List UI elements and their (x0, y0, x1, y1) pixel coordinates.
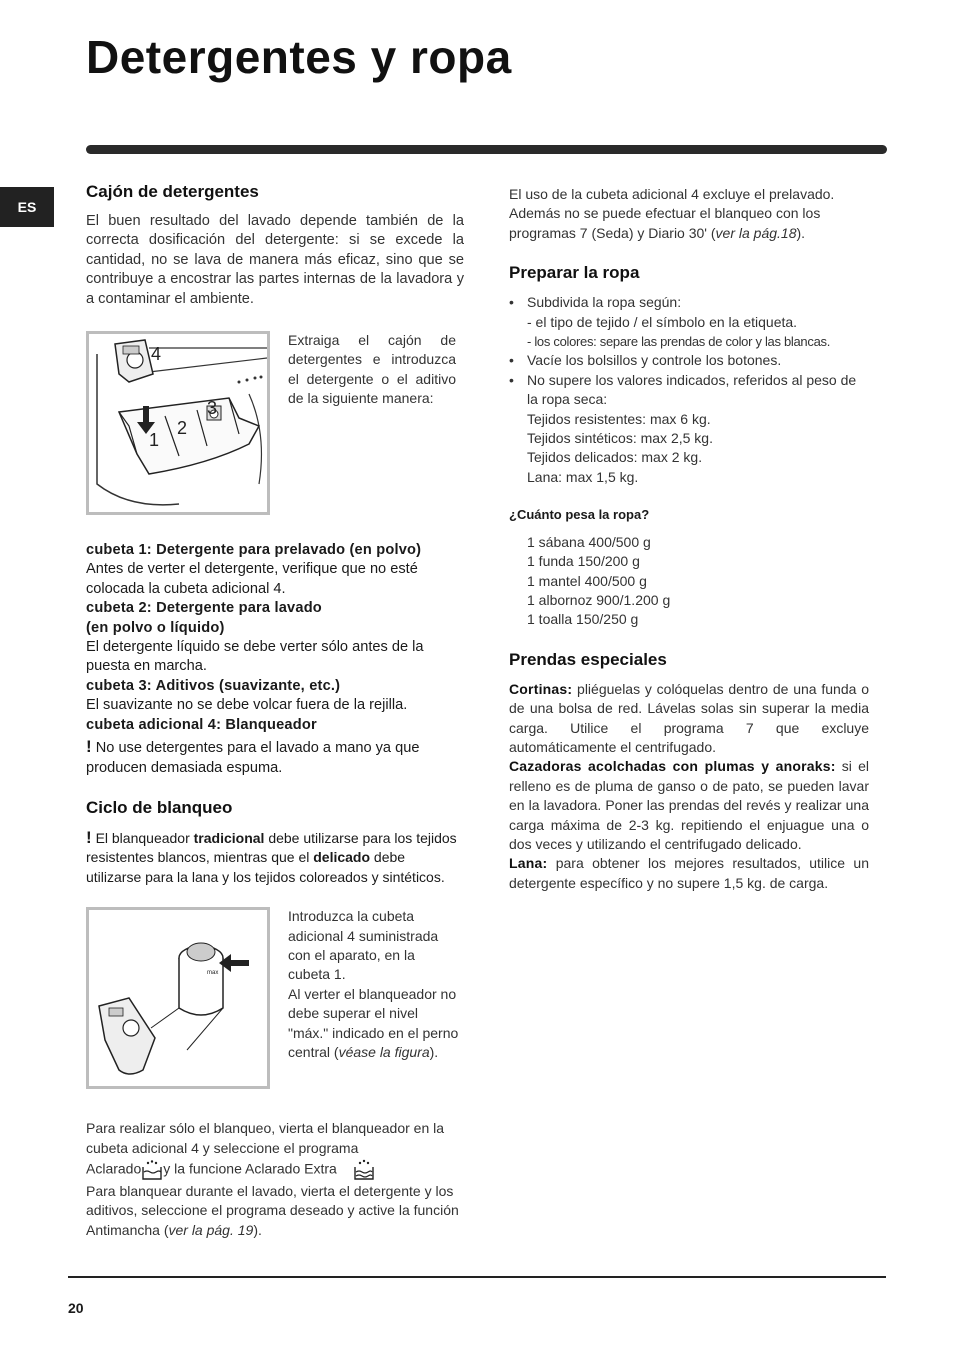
label-1: 1 (149, 430, 160, 451)
bleach-cup-illustration (89, 910, 267, 1086)
list-item: 1 mantel 400/500 g (527, 572, 647, 589)
additional-cup-note-a: El uso de la cubeta adicional 4 excluye el prelavado. Además no se puede efectuar el blanqueo con los programas 7 (Seda) y Diario 30' ( (509, 186, 835, 241)
rinse-icon (141, 1159, 163, 1181)
title-divider (86, 145, 887, 154)
cubeta2-text: El detergente líquido se debe verter sólo antes de la puesta en marcha. (86, 639, 424, 675)
ciclo-warning-mark: ! (86, 827, 92, 847)
cajon-heading: Cajón de detergentes (86, 182, 259, 201)
bleach-during-b: ver la pág. 19 (168, 1221, 254, 1238)
cubetas-section (86, 541, 464, 778)
weight-1: Tejidos resistentes: max 6 kg. (527, 410, 711, 427)
cortinas-body: pliéguelas y colóquelas dentro de una funda o de una bolsa de red. Lávelas solas sin superar la media carga. Utilice el programa 7 que excluye automáticamente el centrifugado. (509, 680, 869, 755)
preparar-heading: Preparar la ropa (509, 263, 640, 283)
bleach-only-a: Para realizar sólo el blanqueo, vierta el blanqueador en la cubeta adicional 4 y seleccione el programa (86, 1120, 445, 1156)
weight-4: Lana: max 1,5 kg. (527, 468, 639, 485)
prendas-heading: Prendas especiales (509, 649, 667, 669)
bleach-caption-d: ). (429, 1043, 439, 1060)
cazadoras-label: Cazadoras acolchadas con plumas y anoraks: (509, 758, 836, 775)
additional-cup-note (509, 185, 869, 243)
bleach-figure-row (86, 907, 464, 1089)
weight-2: Tejidos sintéticos: max 2,5 kg. (527, 430, 713, 447)
list-item: 1 albornoz 900/1.200 g (527, 591, 671, 608)
warning-text: No use detergentes para el lavado a mano ya que producen demasiada espuma. (86, 740, 420, 776)
bleach-caption-b: Al verter el blanqueador no debe superar el nivel "máx." indicado en el perno central ( (288, 985, 459, 1060)
left-column (86, 180, 464, 1240)
cazadoras-text (509, 757, 869, 854)
additional-cup-note-b: ver la pág.18 (715, 224, 797, 241)
additional-cup-note-c: ). (796, 224, 806, 241)
cubeta1-title: cubeta 1: Detergente para prelavado (en polvo) (86, 542, 422, 559)
cajon-intro: El buen resultado del lavado depende también de la correcta dosificación del detergente: si se excede la cantidad, no se lava de manera más eficaz, sino que se contribuye a encostrar las partes internas de la lavadora y a contaminar el ambiente. (86, 213, 464, 307)
drawer-figure-caption: Extraiga el cajón de detergentes e introduzca el detergente o el aditivo de la siguiente manera: (288, 332, 456, 407)
list-item (509, 351, 869, 370)
cubeta3-text: El suavizante no se debe volcar fuera de la rejilla. (86, 697, 408, 714)
cubeta2-title: cubeta 2: Detergente para lavado (86, 600, 322, 617)
preparar-list (509, 293, 869, 487)
bleach-during-a: Para blanquear durante el lavado, vierta el detergente y los aditivos, seleccione el programa deseado y active la función Antimancha ( (86, 1182, 459, 1238)
preparar-item-1: Subdivida la ropa según: (527, 294, 682, 311)
detergent-warning (86, 737, 464, 778)
cubeta4-title: cubeta adicional 4: Blanqueador (86, 716, 317, 733)
page-title: Detergentes y ropa (86, 31, 512, 83)
ciclo-text-bold-1: tradicional (193, 829, 265, 846)
ciclo-heading: Ciclo de blanqueo (86, 797, 233, 817)
bleach-only-c: y la funcione Aclarado Extra (163, 1160, 337, 1177)
bleach-during-wash-text (86, 1182, 464, 1240)
right-column (509, 185, 869, 893)
lana-label: Lana: (509, 855, 548, 872)
drawer-figure-row (86, 331, 464, 515)
detergent-drawer-illustration (89, 334, 267, 512)
sub-item-2: - los colores: separe las prendas de color y las blancas. (527, 334, 831, 350)
language-tab: ES (0, 187, 54, 227)
list-item: 1 sábana 400/500 g (527, 533, 651, 550)
bleach-caption-c: véase la figura (338, 1043, 430, 1060)
sub-item-1: - el tipo de tejido / el símbolo en la etiqueta. (527, 313, 798, 330)
label-4: 4 (151, 344, 162, 365)
bleach-only-text (86, 1119, 464, 1182)
ciclo-text-5: debe utilizarse para la lana y los tejidos coloreados y sintéticos. (86, 849, 445, 885)
cuanto-list (509, 533, 869, 630)
extra-rinse-icon (352, 1158, 376, 1182)
label-3: 3 (207, 398, 218, 419)
cubeta3-title: cubeta 3: Aditivos (suavizante, etc.) (86, 677, 341, 694)
bleach-caption-a: Introduzca la cubeta adicional 4 suministrada con el aparato, en la cubeta 1. (288, 908, 439, 983)
label-2: 2 (177, 418, 188, 439)
bleach-figure-caption (288, 907, 460, 1089)
cuanto-heading: ¿Cuánto pesa la ropa? (509, 507, 650, 523)
list-item: 1 toalla 150/250 g (527, 611, 639, 628)
cazadoras-body: si el relleno es de pluma de ganso o de pato, se pueden lavar en la lavadora. Poner las prendas del revés y realizar una carga máxima de 2-3 kg. repitiendo el enjuague una o dos veces y utilizando el centrifugado delicado. (509, 758, 869, 852)
svg-text:max: max (207, 970, 219, 977)
bleach-only-b: Aclarado (86, 1160, 142, 1177)
cubeta1-text: Antes de verter el detergente, verifique que no esté colocada la cubeta adicional 4. (86, 561, 418, 597)
bleach-during-c: ). (253, 1221, 262, 1238)
page-number: 20 (68, 1300, 84, 1316)
ciclo-text-1: El blanqueador (95, 829, 194, 846)
ciclo-text-3: debe utilizarse para los tejidos resistentes blancos, mientras que el (86, 829, 457, 866)
warning-mark: ! (86, 737, 92, 757)
bleach-instructions (86, 1119, 464, 1240)
preparar-item-3: No supere los valores indicados, referidos al peso de la ropa seca: (527, 371, 857, 408)
list-item (509, 371, 869, 487)
lana-body: para obtener los mejores resultados, utilice un detergente específico y no supere 1,5 kg. de carga. (509, 855, 869, 891)
bleach-figure (86, 907, 270, 1089)
cortinas-text (509, 680, 869, 758)
list-item: 1 funda 150/200 g (527, 553, 640, 570)
weight-3: Tejidos delicados: max 2 kg. (527, 449, 703, 466)
footer-divider (68, 1276, 886, 1278)
ciclo-text (86, 828, 464, 887)
drawer-figure (86, 331, 270, 515)
preparar-item-2: Vacíe los bolsillos y controle los botones. (527, 352, 782, 369)
list-item (509, 293, 869, 351)
cortinas-label: Cortinas: (509, 680, 573, 697)
lana-text (509, 854, 869, 893)
ciclo-text-bold-2: delicado (313, 849, 371, 866)
cubeta2-title-b: (en polvo o líquido) (86, 619, 225, 636)
